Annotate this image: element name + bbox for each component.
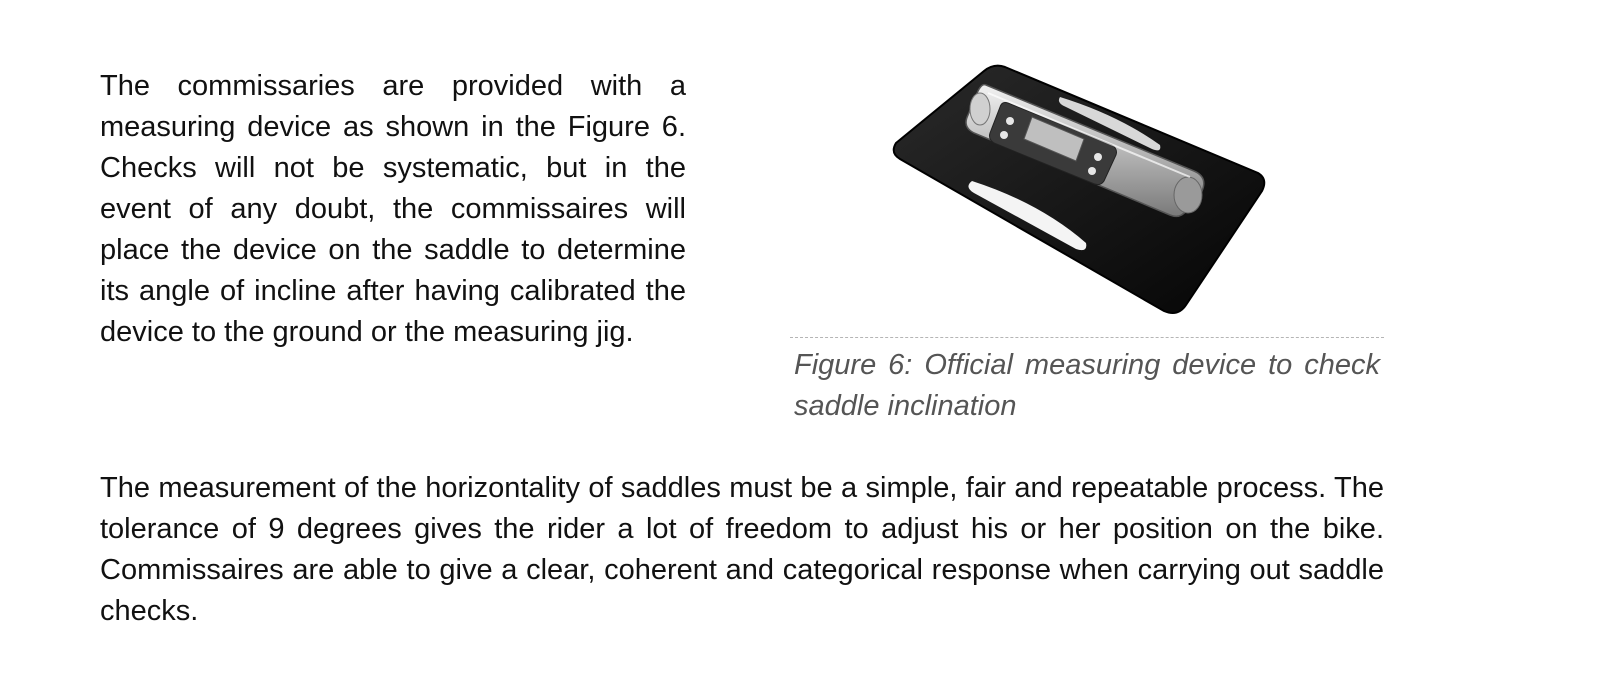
body-paragraph-1: The commissaries are provided with a measuring device as shown in the Figure 6. Checks will not be systematic, but in the event of any doubt, the commissaires will place the device on the saddle to determine its angle of incline after having calibrated the device to the ground or the measuring jig. xyxy=(100,70,686,348)
level-button-3 xyxy=(1094,153,1102,161)
figure-6 xyxy=(790,55,1384,435)
body-paragraph-2: The measurement of the horizontality of saddles must be a simple, fair and repeatable process. The tolerance of 9 degrees gives the rider a lot of freedom to adjust his or her position on the bike. Commissaires are able to give a clear, coherent and categorical response when carrying out saddle checks. xyxy=(100,472,1384,627)
level-button-1 xyxy=(1006,117,1014,125)
level-button-4 xyxy=(1088,167,1096,175)
base-plate xyxy=(894,66,1265,313)
figure-caption: Figure 6: Official measuring device to check saddle inclination xyxy=(794,349,1380,422)
caption-divider xyxy=(790,337,1384,338)
level-button-2 xyxy=(1000,131,1008,139)
measuring-device-photo xyxy=(890,63,1280,319)
level-end-cap-right xyxy=(1174,177,1202,213)
level-end-cap-left xyxy=(970,93,990,125)
